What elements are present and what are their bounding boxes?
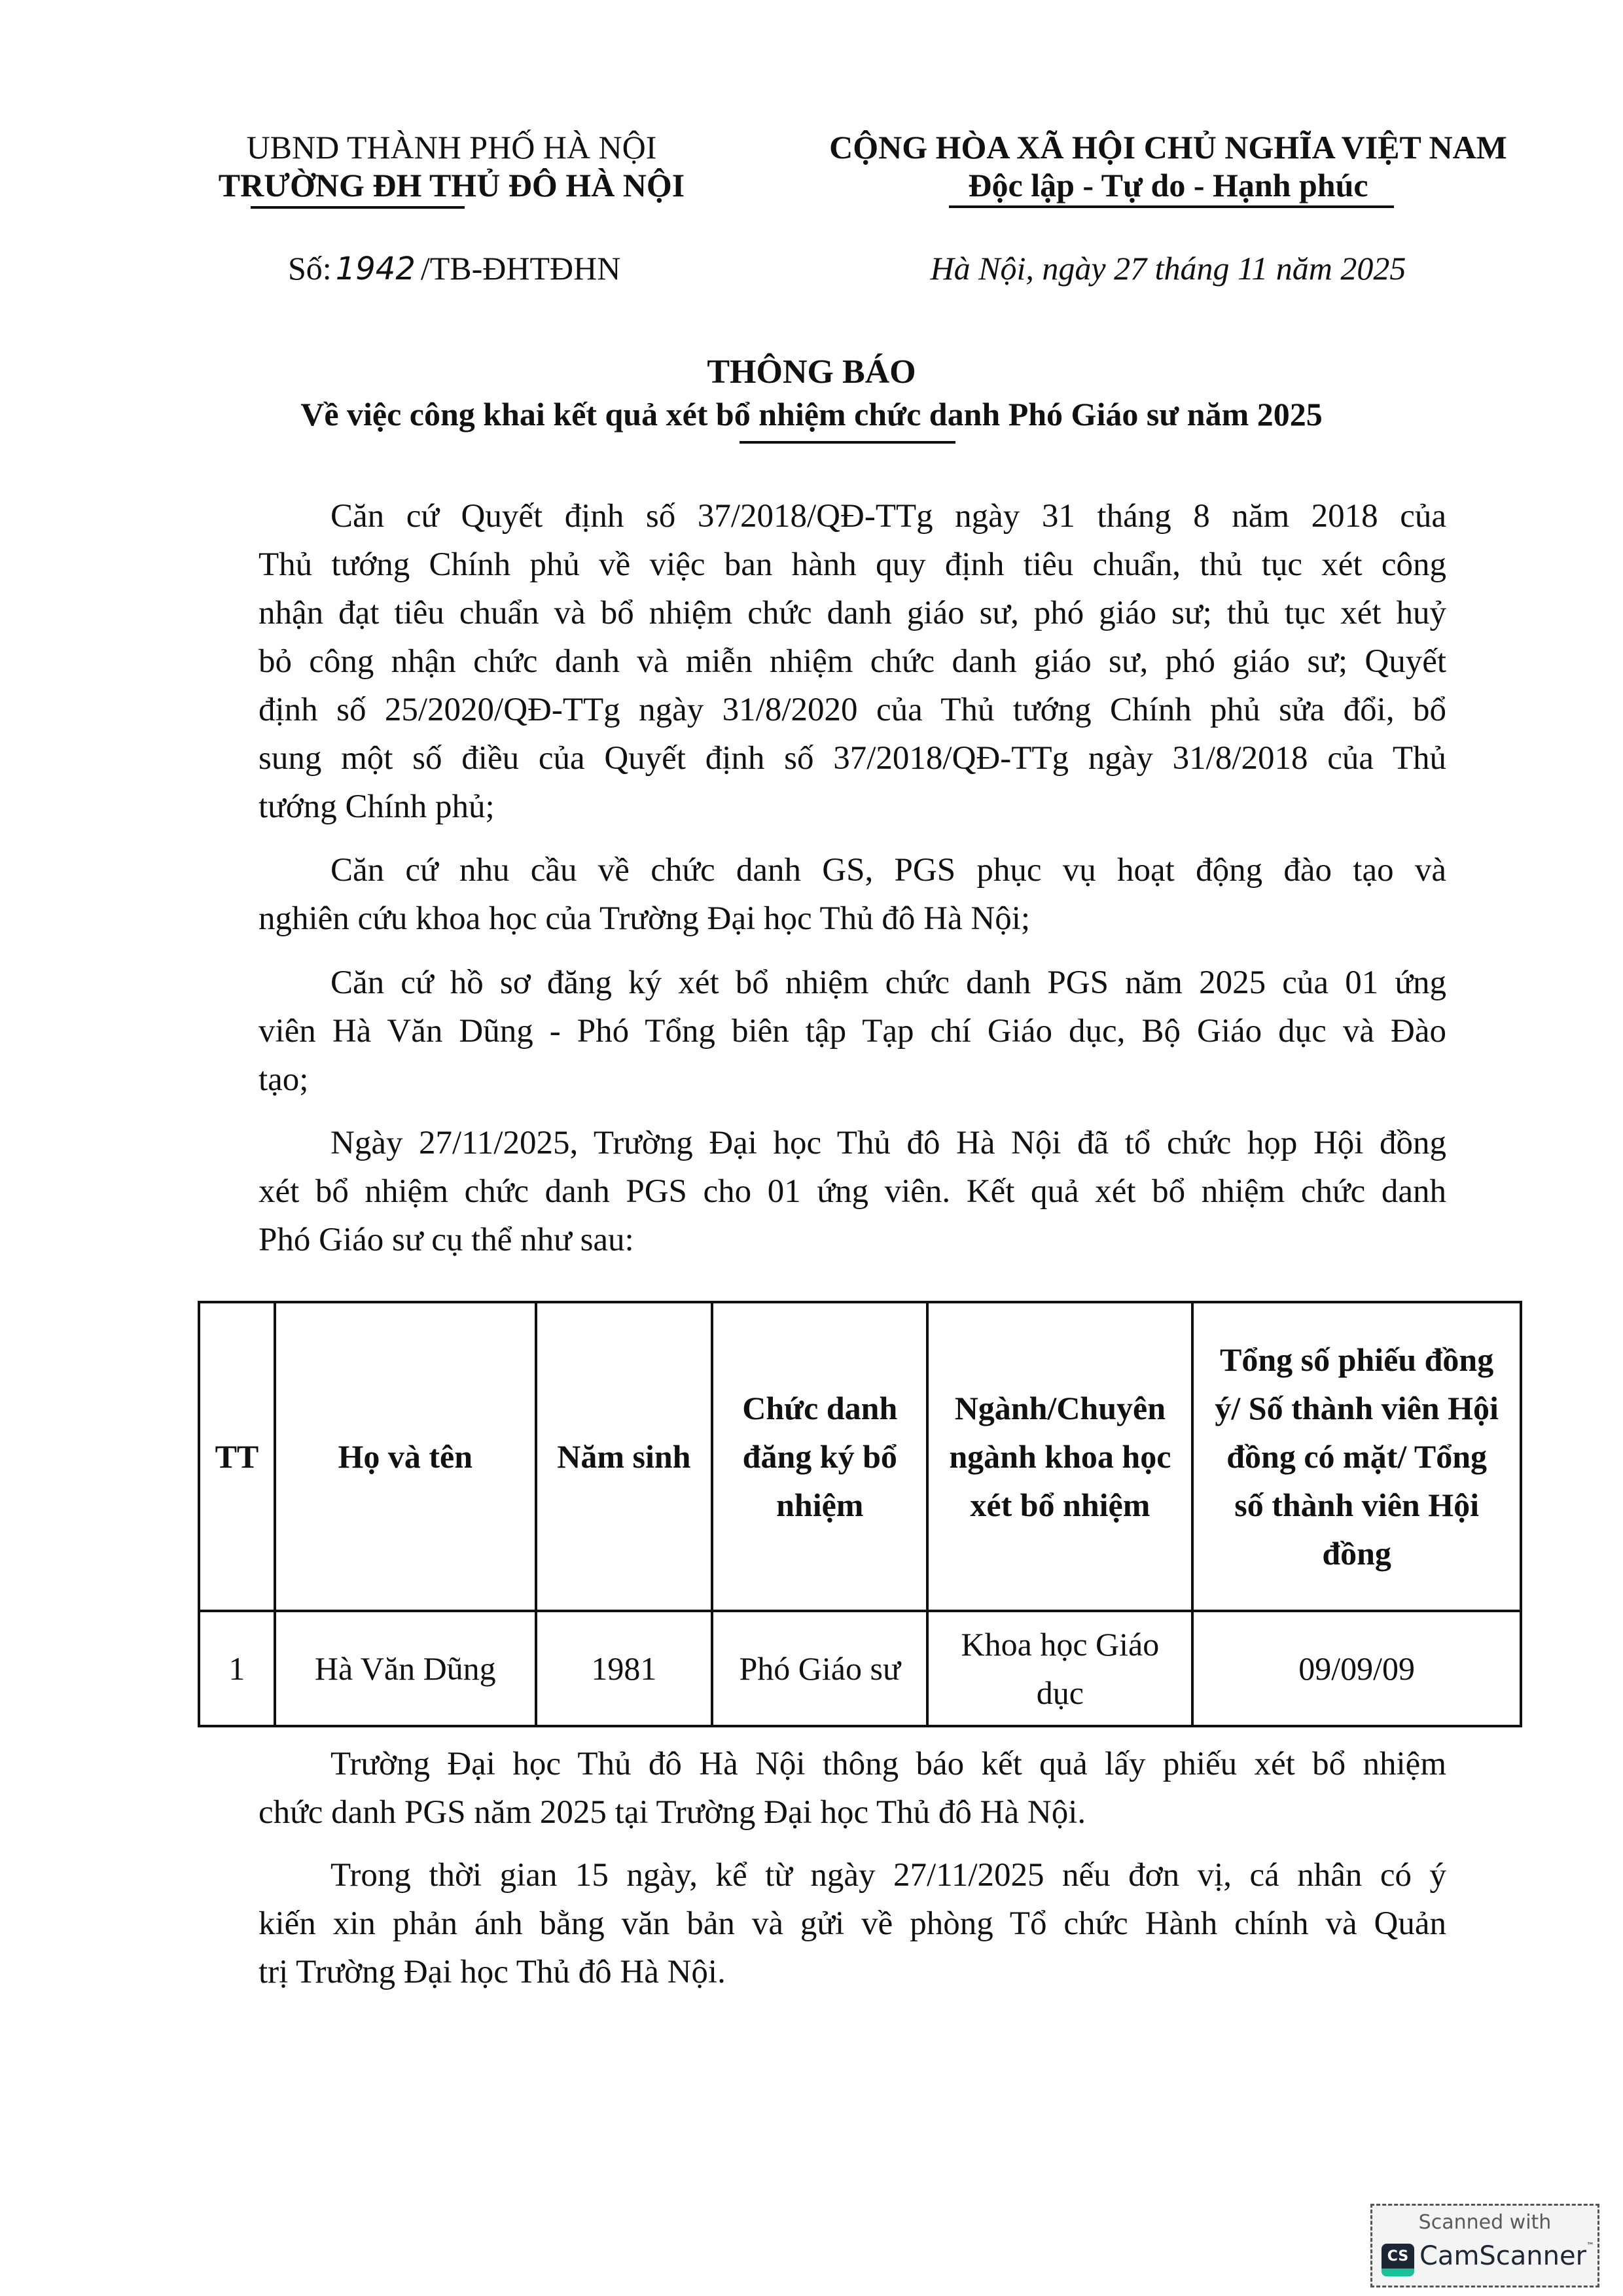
national-motto: Độc lập - Tự do - Hạnh phúc: [968, 167, 1368, 203]
issue-date: Hà Nội, ngày 27 tháng 11 năm 2025: [930, 250, 1406, 287]
text-line: tạo;: [259, 1061, 309, 1098]
logo-text: CS: [1387, 2248, 1409, 2265]
national-title: CỘNG HÒA XÃ HỘI CHỦ NGHĨA VIỆT NAM: [829, 129, 1507, 166]
cell-votes: 09/09/09: [1192, 1611, 1521, 1726]
table-header-row: [199, 1302, 1521, 1611]
text-line: Thủ tướng Chính phủ về việc ban hành quy định tiêu chuẩn, thủ tục xét công: [259, 546, 1446, 583]
header-birth-year: Năm sinh: [536, 1302, 712, 1611]
text-line: chức danh PGS năm 2025 tại Trường Đại học Thủ đô Hà Nội.: [259, 1794, 1086, 1831]
text-line: bỏ công nhận chức danh và miễn nhiệm chức danh giáo sư, phó giáo sư; Quyết: [259, 643, 1446, 680]
text-line: tướng Chính phủ;: [259, 788, 495, 825]
paragraph-legal-basis-1: [259, 492, 1446, 831]
notice-subtitle: Về việc công khai kết quả xét bổ nhiệm chức danh Phó Giáo sư năm 2025: [300, 396, 1323, 433]
table-row: [199, 1611, 1521, 1726]
doc-number-suffix: /TB-ĐHTĐHN: [420, 250, 621, 287]
header-title-registered: Chức danh đăng ký bổ nhiệm: [712, 1302, 927, 1611]
cell-birth-year: 1981: [536, 1611, 712, 1726]
text-line: viên Hà Văn Dũng - Phó Tổng biên tập Tạp chí Giáo dục, Bộ Giáo dục và Đào: [259, 1013, 1446, 1050]
text-line: Căn cứ Quyết định số 37/2018/QĐ-TTg ngày 31 tháng 8 năm 2018 của: [330, 498, 1446, 535]
header-tt: TT: [199, 1302, 275, 1611]
text-line: sung một số điều của Quyết định số 37/2018/QĐ-TTg ngày 31/8/2018 của Thủ: [259, 740, 1446, 777]
logo-accent-bar: [1382, 2269, 1414, 2276]
paragraph-announcement: [259, 1740, 1446, 1837]
cell-full-name: Hà Văn Dũng: [275, 1611, 536, 1726]
issuer-school: TRƯỜNG ĐH THỦ ĐÔ HÀ NỘI: [218, 167, 685, 203]
text-line: Ngày 27/11/2025, Trường Đại học Thủ đô Hà Nội đã tổ chức họp Hội đồng: [330, 1125, 1446, 1161]
text-line: Trường Đại học Thủ đô Hà Nội thông báo kết quả lấy phiếu xét bổ nhiệm: [330, 1746, 1446, 1782]
paragraph-legal-basis-2: [259, 846, 1446, 943]
subtitle-underline: [740, 441, 955, 444]
text-line: Trong thời gian 15 ngày, kể từ ngày 27/11/2025 nếu đơn vị, cá nhân có ý: [330, 1857, 1446, 1894]
cell-tt: 1: [199, 1611, 275, 1726]
header-field: Ngành/Chuyên ngành khoa học xét bổ nhiệm: [927, 1302, 1192, 1611]
watermark-brand: CamScanner™: [1419, 2241, 1595, 2271]
issuer-underline: [251, 206, 465, 209]
text-line: xét bổ nhiệm chức danh PGS cho 01 ứng viên. Kết quả xét bổ nhiệm chức danh: [259, 1173, 1446, 1210]
text-line: Căn cứ hồ sơ đăng ký xét bổ nhiệm chức danh PGS năm 2025 của 01 ứng: [330, 964, 1446, 1001]
cell-title-registered: Phó Giáo sư: [712, 1611, 927, 1726]
document-number: [288, 252, 620, 285]
watermark-caption: Scanned with: [1418, 2211, 1552, 2234]
cell-field: Khoa học Giáo dục: [927, 1611, 1192, 1726]
results-table: [198, 1301, 1522, 1727]
motto-underline: [949, 205, 1394, 208]
doc-number-handwritten: 1942: [335, 251, 416, 287]
issuer-authority: UBND THÀNH PHỐ HÀ NỘI: [246, 129, 657, 166]
header-full-name: Họ và tên: [275, 1302, 536, 1611]
notice-title: THÔNG BÁO: [707, 353, 916, 391]
text-line: Căn cứ nhu cầu về chức danh GS, PGS phục vụ hoạt động đào tạo và: [330, 852, 1446, 889]
text-line: nhận đạt tiêu chuẩn và bổ nhiệm chức danh giáo sư, phó giáo sư; thủ tục xét huỷ: [259, 595, 1446, 631]
camscanner-logo-icon: [1382, 2244, 1414, 2276]
doc-number-prefix: Số:: [288, 250, 332, 287]
text-line: kiến xin phản ánh bằng văn bản và gửi về phòng Tổ chức Hành chính và Quản: [259, 1905, 1446, 1942]
text-line: Phó Giáo sư cụ thể như sau:: [259, 1222, 634, 1258]
text-line: trị Trường Đại học Thủ đô Hà Nội.: [259, 1954, 726, 1990]
header-votes: Tổng số phiếu đồng ý/ Số thành viên Hội đồng có mặt/ Tổng số thành viên Hội đồng: [1192, 1302, 1521, 1611]
paragraph-legal-basis-3: [259, 959, 1446, 1104]
camscanner-watermark: [1370, 2204, 1599, 2287]
paragraph-feedback: [259, 1851, 1446, 1996]
text-line: định số 25/2020/QĐ-TTg ngày 31/8/2020 của Thủ tướng Chính phủ sửa đổi, bổ: [259, 692, 1446, 728]
paragraph-meeting: [259, 1119, 1446, 1264]
text-line: nghiên cứu khoa học của Trường Đại học Thủ đô Hà Nội;: [259, 900, 1031, 937]
